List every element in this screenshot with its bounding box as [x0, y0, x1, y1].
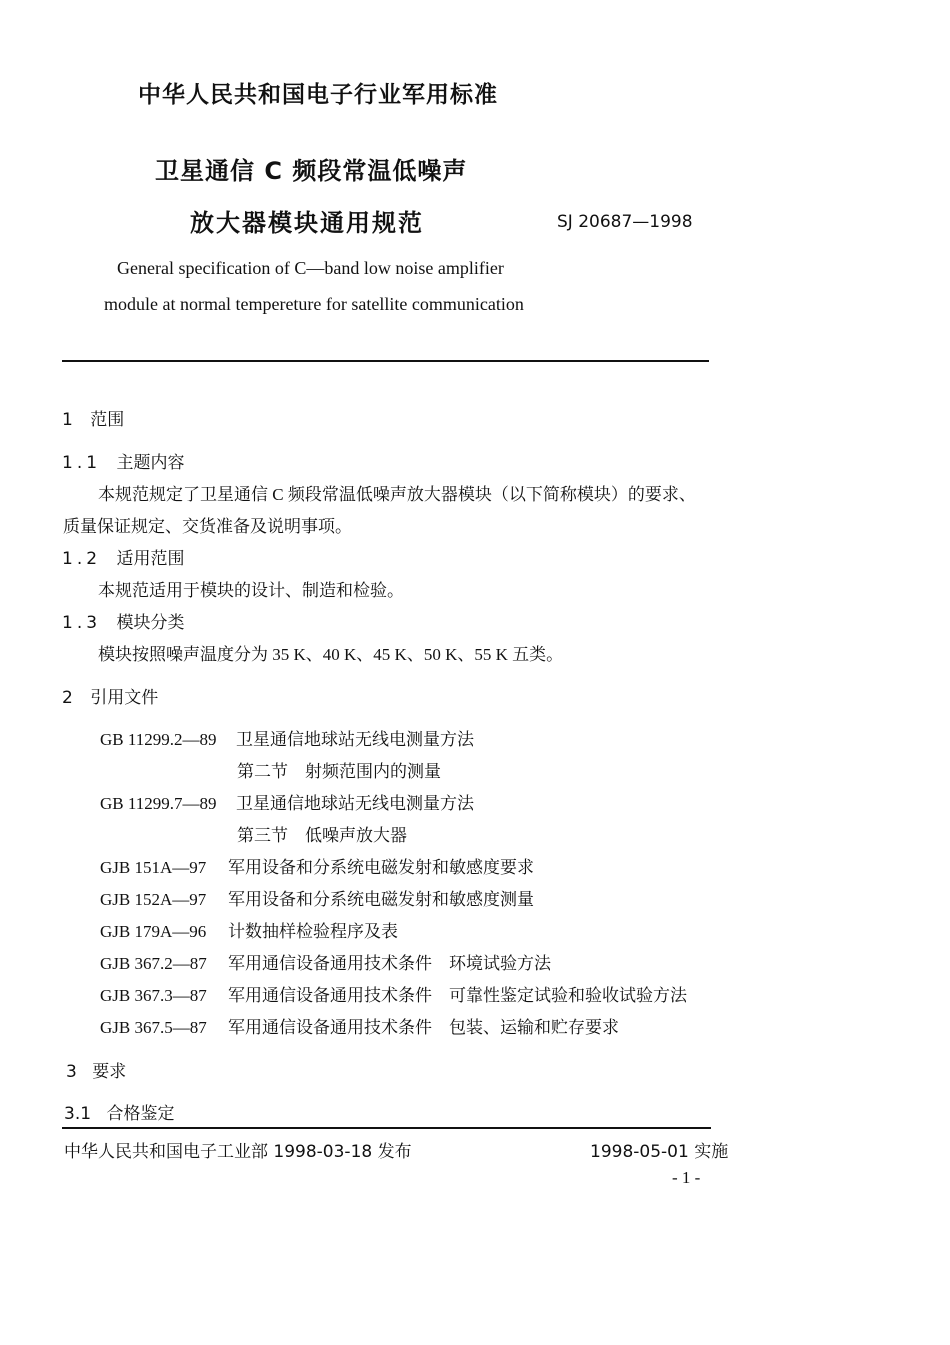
- reference-item: [100, 917, 398, 942]
- english-title-line1: General specification of C—band low noise amplifier: [117, 258, 504, 278]
- section-1-heading: [62, 405, 124, 430]
- section-number: 1.2: [62, 549, 102, 569]
- standard-title: 中华人民共和国电子行业军用标准: [138, 82, 498, 108]
- reference-item: [100, 949, 551, 974]
- reference-title: 军用设备和分系统电磁发射和敏感度要求: [228, 858, 534, 877]
- header-divider: [62, 360, 709, 362]
- section-title: 引用文件: [90, 688, 159, 708]
- reference-code: GJB 367.2—87: [100, 954, 207, 973]
- section-title: 主题内容: [116, 453, 185, 473]
- footer-divider: [62, 1127, 711, 1129]
- section-number: 2: [62, 688, 73, 708]
- effective-date: 1998-05-01 实施: [590, 1142, 729, 1162]
- reference-item: [100, 1013, 619, 1038]
- reference-title: 军用设备和分系统电磁发射和敏感度测量: [228, 890, 534, 909]
- reference-code: GB 11299.2—89: [100, 730, 217, 749]
- reference-title: 卫星通信地球站无线电测量方法: [236, 730, 474, 749]
- section-number: 1: [62, 410, 73, 430]
- reference-code: GB 11299.7—89: [100, 794, 217, 813]
- reference-title: 计数抽样检验程序及表: [228, 922, 398, 941]
- section-number: 3.1: [64, 1104, 92, 1124]
- reference-item: [100, 789, 474, 814]
- section-number: 1.3: [62, 613, 102, 633]
- section-1-2-text: 本规范适用于模块的设计、制造和检验。: [98, 581, 404, 600]
- page-number: - 1 -: [672, 1168, 701, 1187]
- section-title: 要求: [92, 1062, 127, 1082]
- section-3-heading: [66, 1057, 126, 1082]
- reference-title: 军用通信设备通用技术条件 可靠性鉴定试验和验收试验方法: [228, 986, 687, 1005]
- section-number: 3: [66, 1062, 77, 1082]
- section-2-heading: [62, 683, 158, 708]
- section-1-2-heading: [62, 544, 184, 569]
- reference-code: GJB 367.5—87: [100, 1018, 207, 1037]
- section-1-1-text-line2: 质量保证规定、交货准备及说明事项。: [63, 517, 352, 536]
- standard-code: SJ 20687—1998: [557, 212, 693, 232]
- reference-subtitle: 第三节 低噪声放大器: [237, 826, 407, 845]
- section-title: 范围: [90, 410, 125, 430]
- section-title: 合格鉴定: [106, 1104, 175, 1124]
- english-title-line2: module at normal tempereture for satellite communication: [104, 294, 524, 314]
- reference-item: [100, 725, 474, 750]
- section-1-3-heading: [62, 608, 184, 633]
- reference-code: GJB 179A—96: [100, 922, 207, 941]
- reference-title: 卫星通信地球站无线电测量方法: [236, 794, 474, 813]
- section-1-1-heading: [62, 448, 184, 473]
- reference-item: [100, 981, 687, 1006]
- section-title: 模块分类: [116, 613, 185, 633]
- reference-code: GJB 367.3—87: [100, 986, 207, 1005]
- reference-code: GJB 152A—97: [100, 890, 207, 909]
- document-title-line2: 放大器模块通用规范: [190, 209, 424, 237]
- document-title-line1: 卫星通信 C 频段常温低噪声: [155, 157, 468, 185]
- section-number: 1.1: [62, 453, 102, 473]
- section-title: 适用范围: [116, 549, 185, 569]
- reference-title: 军用通信设备通用技术条件 环境试验方法: [228, 954, 551, 973]
- reference-code: GJB 151A—97: [100, 858, 207, 877]
- section-1-3-text: 模块按照噪声温度分为 35 K、40 K、45 K、50 K、55 K 五类。: [98, 645, 564, 664]
- reference-item: [100, 853, 534, 878]
- section-3-1-heading: [64, 1099, 174, 1124]
- section-1-1-text-line1: 本规范规定了卫星通信 C 频段常温低噪声放大器模块（以下简称模块）的要求、: [98, 485, 696, 504]
- reference-title: 军用通信设备通用技术条件 包装、运输和贮存要求: [228, 1018, 619, 1037]
- reference-subtitle: 第二节 射频范围内的测量: [237, 762, 441, 781]
- reference-item: [100, 885, 534, 910]
- issued-line: 中华人民共和国电子工业部 1998-03-18 发布: [64, 1142, 412, 1162]
